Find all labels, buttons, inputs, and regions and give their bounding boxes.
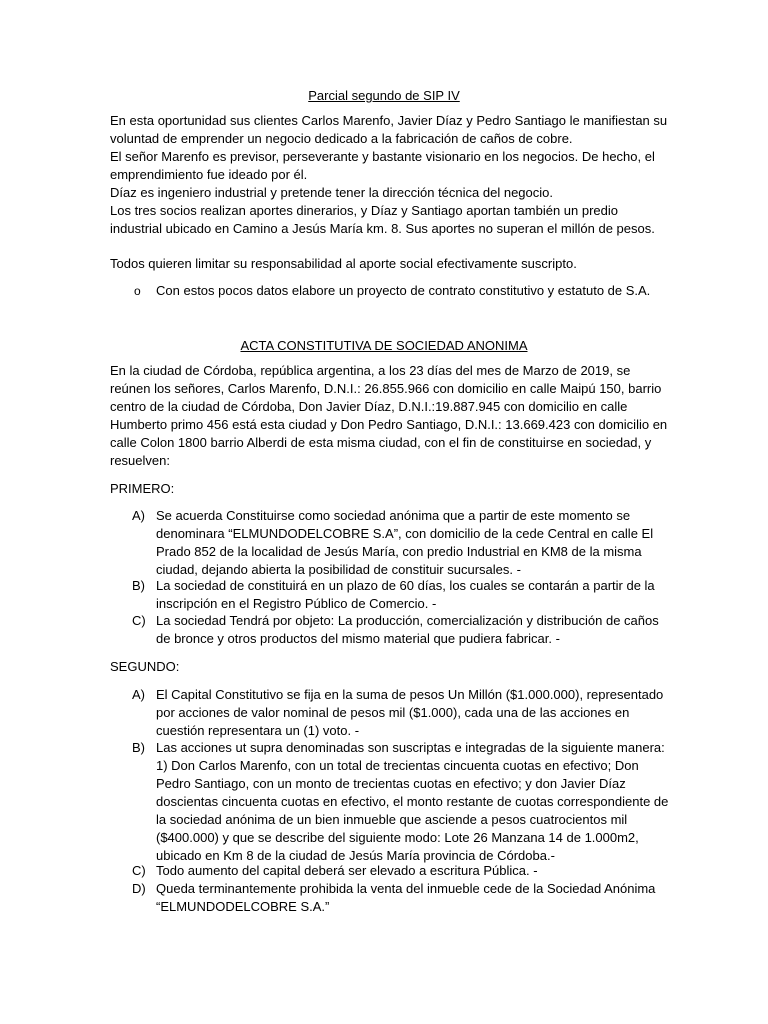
item-text: La sociedad de constituirá en un plazo de 60 días, los cuales se contarán a partir de la inscripción en el Registro Público de Comercio. - <box>156 578 655 611</box>
section-segundo-label: SEGUNDO: <box>110 659 180 674</box>
item-text: Queda terminantemente prohibida la venta del inmueble cede de la Sociedad Anónima “ELMUNDODELCOBRE S.A.” <box>156 881 656 914</box>
item-text: Todo aumento del capital deberá ser elevado a escritura Pública. - <box>156 863 538 878</box>
item-text: Las acciones ut supra denominadas son suscriptas e integradas de la siguiente manera: 1) Don Carlos Marenfo, con un total de trecientas cincuenta cuotas en efectivo; Don Pedro Santiago, con un monto de trecientas cuotas en efectivo; y don Javier Díaz doscientas cincuenta cuotas en efectivo, el monto restante de cuotas correspondiente de la sociedad anónima de un bien inmueble que asciende a pesos cuatrocientos mil ($400.000) y que se describe del siguiente modo: Lote 26 Manzana 14 de 1.000m2, ubicado en Km 8 de la ciudad de Jesús María provincia de Córdoba.- <box>156 740 669 863</box>
intro-paragraph-2: El señor Marenfo es previsor, perseverante y bastante visionario en los negocios. De hecho, el emprendimiento fue ideado por él. <box>110 149 655 182</box>
document-title: Parcial segundo de SIP IV <box>308 88 460 103</box>
item-text: La sociedad Tendrá por objeto: La producción, comercialización y distribución de caños de bronce y otros productos del mismo material que pudiera fabricar. - <box>156 613 659 646</box>
task-bullet-text: Con estos pocos datos elabore un proyecto de contrato constitutivo y estatuto de S.A. <box>156 283 651 298</box>
item-letter: D) <box>132 881 146 896</box>
segundo-item-d <box>132 880 672 916</box>
section-primero-label: PRIMERO: <box>110 481 175 496</box>
primero-item-b <box>132 577 672 613</box>
primero-item-c <box>132 612 672 648</box>
intro-paragraph-4: Los tres socios realizan aportes dinerarios, y Díaz y Santiago aportan también un predio industrial ubicado en Camino a Jesús María km. 8. Sus aportes no superan el millón de pesos. <box>110 203 655 236</box>
intro-paragraph-5: Todos quieren limitar su responsabilidad al aporte social efectivamente suscripto. <box>110 256 577 271</box>
bullet-circle-icon: o <box>134 284 141 298</box>
item-letter: A) <box>132 508 145 523</box>
segundo-item-a <box>132 686 672 740</box>
item-text: El Capital Constitutivo se fija en la suma de pesos Un Millón ($1.000.000), representado por acciones de valor nominal de pesos mil ($1.000), cada una de las acciones en cuestión representara un (1) voto. - <box>156 687 664 738</box>
item-letter: B) <box>132 578 145 593</box>
item-letter: C) <box>132 863 146 878</box>
segundo-item-b <box>132 739 672 865</box>
item-letter: C) <box>132 613 146 628</box>
primero-item-a <box>132 507 672 579</box>
item-text: Se acuerda Constituirse como sociedad anónima que a partir de este momento se denominara “ELMUNDODELCOBRE S.A”, con domicilio de la cede Central en calle El Prado 852 de la localidad de Jesús María, con predio Industrial en KM8 de la misma ciudad, dejando abierta la posibilidad de constituir sucursales. - <box>156 508 654 577</box>
intro-paragraph-3: Díaz es ingeniero industrial y pretende tener la dirección técnica del negocio. <box>110 185 553 200</box>
intro-paragraph-1: En esta oportunidad sus clientes Carlos Marenfo, Javier Díaz y Pedro Santiago le manifiestan su voluntad de emprender un negocio dedicado a la fabricación de caños de cobre. <box>110 113 668 146</box>
item-letter: B) <box>132 740 145 755</box>
segundo-item-c <box>132 862 672 880</box>
acta-title: ACTA CONSTITUTIVA DE SOCIEDAD ANONIMA <box>240 338 528 353</box>
task-bullet <box>134 282 694 300</box>
item-letter: A) <box>132 687 145 702</box>
acta-opening-paragraph: En la ciudad de Córdoba, república argentina, a los 23 días del mes de Marzo de 2019, se reúnen los señores, Carlos Marenfo, D.N.I.: 26.855.966 con domicilio en calle Maipú 150, barrio centro de la ciudad de Córdoba, Don Javier Díaz, D.N.I.:19.887.945 con domicilio en calle Humberto primo 456 está esta ciudad y Don Pedro Santiago, D.N.I.: 13.669.423 con domicilio en calle Colon 1800 barrio Alberdi de esta misma ciudad, con el fin de constituirse en sociedad, y resuelven: <box>110 363 668 468</box>
